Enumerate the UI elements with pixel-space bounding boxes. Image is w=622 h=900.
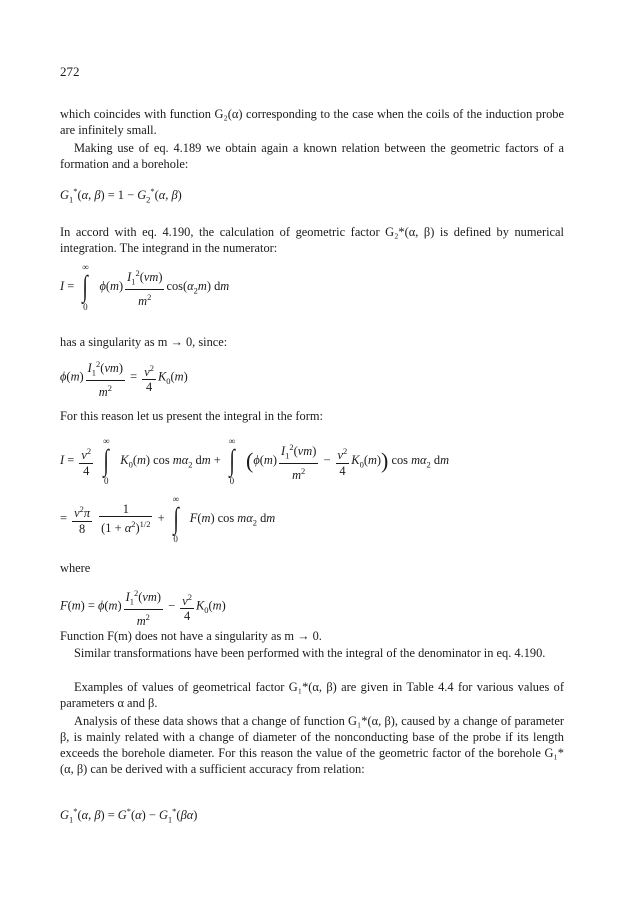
paragraph-4: has a singularity as m → 0, since: — [60, 335, 228, 349]
paragraph-9: Examples of values of geometrical factor G₁*(α, β) are given in Table 4.4 for various values of parameters α and β. — [60, 680, 564, 710]
paragraph-10: Analysis of these data shows that a change of function G₁*(α, β), caused by a change of parameter β, is mainly related with a change of diameter of the nonconducting base of the probe if its length exceeds the borehole diameter. For this reason the value of the geometric factor of the borehole G₁*(α, β) can be derived with a sufficient accuracy from relation: — [60, 714, 564, 776]
page-number: 272 — [60, 64, 80, 79]
equation-6: $G_1^*(\alpha$, $\beta) = G^*(\alpha) - G_1^*(\beta\alpha)$ — [60, 806, 198, 825]
equation-2: I = ∞ ∫ 0 ϕ(m) $\frac{I_1^2(vm)}{m^2}$ $\cos(\alpha_2m)$ dm — [60, 262, 230, 312]
paragraph-2: Making use of eq. 4.189 we obtain again a known relation between the geometric factors of a formation and a borehole: — [60, 141, 564, 171]
equation-5: F(m) = ϕ(m) $\frac{I_1^2(vm)}{m^2}$ − $\frac{v^2}{4}$ $K_0(m)$ — [60, 588, 226, 628]
equation-4-continued: = $\frac{v^2\pi}{8}$ $\frac{1}{(1 + \alpha^2)^{1/2}}$ + ∞ ∫ 0 F(m) $\cos m\alpha_2$ dm — [60, 494, 276, 544]
paragraph-3: In accord with eq. 4.190, the calculation of geometric factor G₂*(α, β) is defined by numerical integration. The integrand in the numerator: — [60, 225, 564, 255]
paragraph-5: For this reason let us present the integral in the form: — [60, 409, 323, 423]
equation-3: ϕ(m) $\frac{I_1^2(vm)}{m^2}$ = $\frac{v^2}{4}$ $K_0(m)$ — [60, 359, 188, 399]
paragraph-6: where — [60, 561, 91, 575]
paragraph-1: which coincides with function G₂(α) corresponding to the case when the coils of the induction probe are infinitely small. — [60, 107, 564, 137]
paragraph-8: Similar transformations have been performed with the integral of the denominator in eq. 4.190. — [74, 646, 546, 660]
paragraph-7: Function F(m) does not have a singularity as m → 0. — [60, 629, 322, 643]
equation-1: $G_1^*(\alpha$, $\beta) = 1 - G_2^*(\alpha$, β) — [60, 186, 182, 205]
equation-4: I = $\frac{v^2}{4}$ ∞ ∫ 0 $K_0(m)$ $\cos m\alpha_2$ dm + ∞ ∫ 0 (ϕ(m) $\frac{I_1^2(vm)}{m^2}$ − $\frac{v^2}{4}$ $K_0(m)$) $\cos m\alpha_2$ dm — [60, 436, 450, 486]
